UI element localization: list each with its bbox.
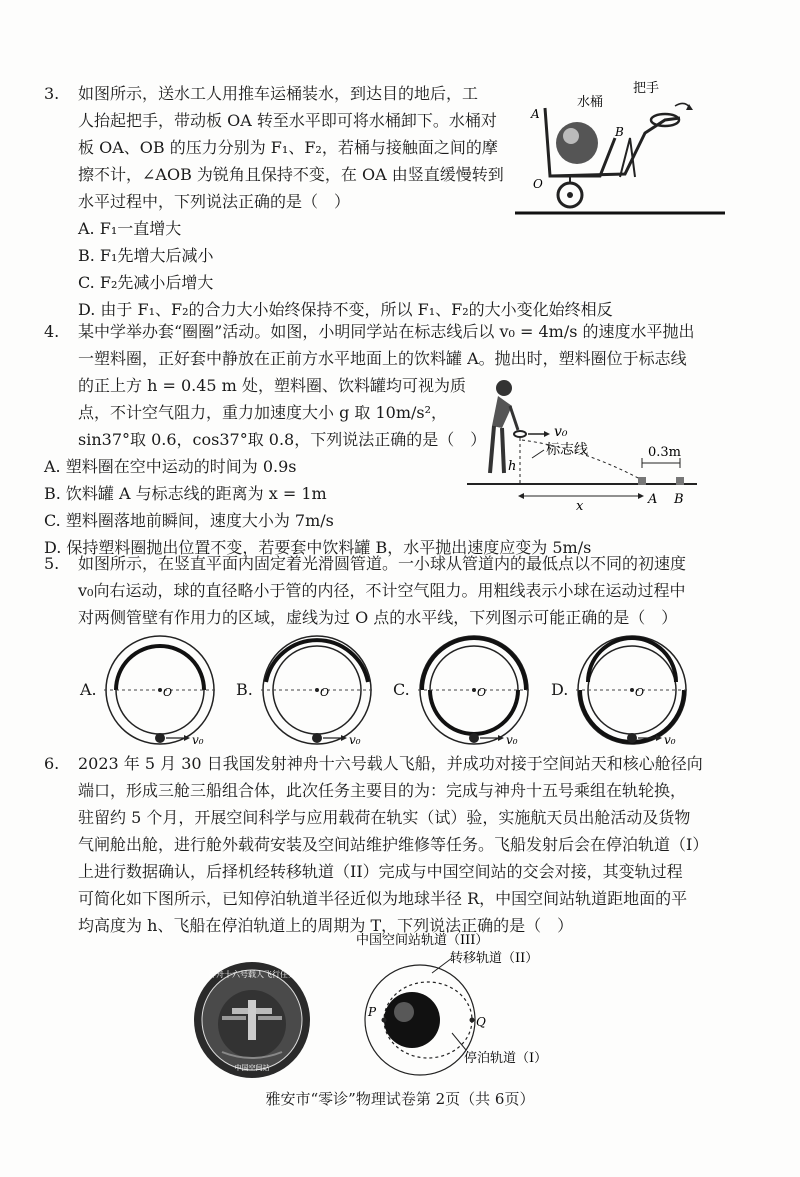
x-label: x <box>576 499 584 513</box>
bucket-label: 水桶 <box>577 95 604 110</box>
option-d: D. 由于 F₁、F₂的合力大小始终保持不变，所以 F₁、F₂的大小变化始终相反 <box>78 300 613 319</box>
question-stem <box>78 80 514 215</box>
option-b: B. F₁先增大后减小 <box>78 246 214 265</box>
stem-line: 如图所示，送水工人用推车运桶装水，到达目的地后，工 <box>78 84 479 103</box>
question-number: 3. <box>44 84 60 103</box>
stem-line: 点，不计空气阻力，重力加速度大小 g 取 10m/s²， <box>78 403 448 422</box>
center-o-label: O <box>477 686 487 699</box>
stem-line: sin37°取 0.6，cos37°取 0.8，下列说法正确的是（ ） <box>78 430 487 449</box>
distance-label: 0.3m <box>648 445 682 460</box>
stem-line: 上进行数据确认，后择机经转移轨道（II）完成与中国空间站的交会对接，其变轨过程 <box>78 862 683 881</box>
handle-label: 把手 <box>633 81 660 96</box>
choice-c-label: C. <box>393 680 410 699</box>
stem-line: 对两侧管壁有作用力的区域，虚线为过 O 点的水平线，下列图示可能正确的是（ ） <box>78 608 678 627</box>
wheelbarrow-figure <box>505 78 730 218</box>
stem-line: 气闸舱出舱，进行舱外载荷安装及空间站维护维修等任务。飞船发射后会在停泊轨道（I） <box>78 835 709 854</box>
ring-c <box>414 632 554 747</box>
ring-a <box>100 632 240 747</box>
v0-label: v₀ <box>664 733 676 747</box>
point-b-label: B <box>615 125 624 139</box>
ring-choices <box>0 632 800 747</box>
point-a-label: A <box>531 107 540 121</box>
question-3-options <box>44 215 764 323</box>
can-a-label: A <box>648 492 658 507</box>
stem-line: v₀向右运动，球的直径略小于管的内径，不计空气阻力。用粗线表示小球在运动过程中 <box>78 581 686 600</box>
question-number: 4. <box>44 322 60 341</box>
v0-label: v₀ <box>349 733 361 747</box>
mark-line-label: 标志线 <box>546 442 588 458</box>
v0-label: v₀ <box>506 733 518 747</box>
stem-line: 的正上方 h = 0.45 m 处，塑料圈、饮料罐均可视为质 <box>78 376 466 395</box>
center-o-label: O <box>635 686 645 699</box>
option-a: A. F₁一直增大 <box>78 219 182 238</box>
question-stem <box>78 550 784 631</box>
stem-line: 2023 年 5 月 30 日我国发射神舟十六号载人飞船，并成功对接于空间站天和核心舱径向 <box>78 754 703 773</box>
question-number: 6. <box>44 754 60 773</box>
stem-line: 板 OA、OB 的压力分别为 F₁、F₂，若桶与接触面之间的摩 <box>78 138 498 157</box>
stem-line: 端口，形成三舱三船组合体，此次任务主要目的为：完成与神舟十五号乘组在轨轮换， <box>78 781 687 800</box>
orbit-3-label: 中国空间站轨道（III） <box>356 933 489 948</box>
question-3 <box>44 80 514 215</box>
ring-b <box>257 632 397 747</box>
option-c: C. F₂先减小后增大 <box>78 273 214 292</box>
stem-line: 擦不计，∠AOB 为锐角且保持不变，在 OA 由竖直缓慢转到 <box>78 165 504 184</box>
v0-label: v₀ <box>192 733 204 747</box>
stem-line: 均高度为 h、飞船在停泊轨道上的周期为 T，下列说法正确的是（ ） <box>78 916 574 935</box>
stem-line: 一塑料圈，正好套中静放在正前方水平地面上的饮料罐 A。抛出时，塑料圈位于标志线 <box>78 349 687 368</box>
option-a: A. 塑料圈在空中运动的时间为 0.9s <box>44 457 297 476</box>
mission-badge <box>192 960 312 1080</box>
stem-line: 人抬起把手，带动板 OA 转至水平即可将水桶卸下。水桶对 <box>78 111 497 130</box>
question-5 <box>44 550 784 631</box>
question-stem <box>78 750 784 939</box>
option-b: B. 饮料罐 A 与标志线的距离为 x = 1m <box>44 484 327 503</box>
orbit-diagram <box>332 928 582 1078</box>
stem-line: 水平过程中，下列说法正确的是（ ） <box>78 192 351 211</box>
option-d: D. 保持塑料圈抛出位置不变，若要套中饮料罐 B，水平抛出速度应变为 5m/s <box>44 538 592 557</box>
point-p-label: P <box>368 1005 377 1019</box>
point-q-label: Q <box>476 1015 486 1029</box>
question-6 <box>44 750 784 939</box>
choice-a-label: A. <box>80 680 97 699</box>
badge-top-text: 神舟十六号载人飞行任务 <box>208 970 296 979</box>
center-o-label: O <box>163 686 173 699</box>
h-label: h <box>508 459 517 474</box>
stem-line: 驻留约 5 个月，开展空间科学与应用载荷在轨实（试）验，实施航天员出舱活动及货物 <box>78 808 691 827</box>
option-c: C. 塑料圈落地前瞬间，速度大小为 7m/s <box>44 511 334 530</box>
badge-bottom-text: 中国空间站 <box>234 1064 270 1072</box>
stem-line: 如图所示，在竖直平面内固定着光滑圆管道。一小球从管道内的最低点以不同的初速度 <box>78 554 687 573</box>
question-number: 5. <box>44 554 60 573</box>
v0-label: v₀ <box>554 424 568 440</box>
choice-b-label: B. <box>236 680 253 699</box>
ring-d <box>572 632 712 747</box>
center-o-label: O <box>320 686 330 699</box>
ring-toss-figure <box>462 378 702 513</box>
orbit-1-label: 停泊轨道（I） <box>464 1051 548 1066</box>
point-o-label: O <box>533 177 543 191</box>
can-b-label: B <box>674 492 684 507</box>
choice-d-label: D. <box>551 680 569 699</box>
page-footer: 雅安市“零诊”物理试卷第 2页（共 6页） <box>265 1090 535 1108</box>
stem-line: 某中学举办套“圈圈”活动。如图，小明同学站在标志线后以 v₀ = 4m/s 的速度水平抛出 <box>78 322 695 341</box>
stem-line: 可简化如下图所示，已知停泊轨道半径近似为地球半径 R，中国空间站轨道距地面的平 <box>78 889 688 908</box>
orbit-2-label: 转移轨道（II） <box>450 951 539 966</box>
